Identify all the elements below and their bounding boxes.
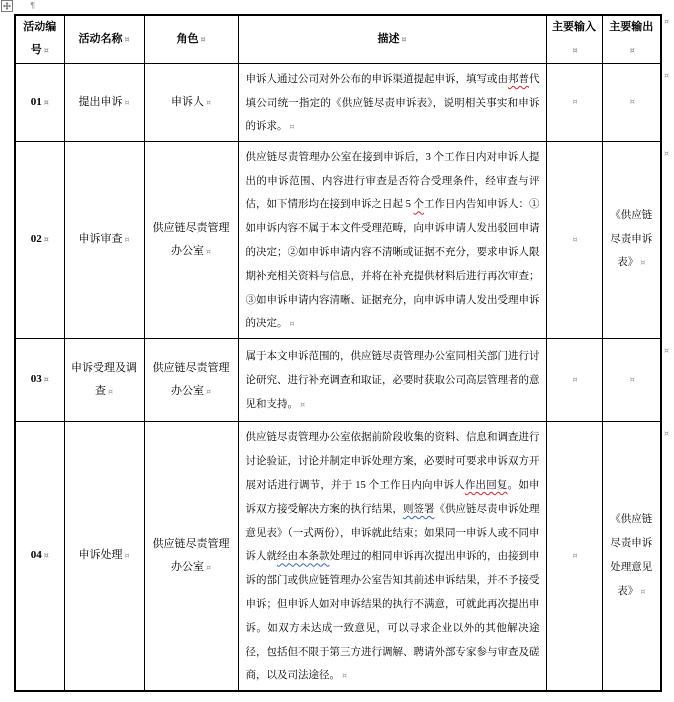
end-of-cell-mark: ¤ <box>43 551 49 561</box>
header-label: 活动编号 <box>23 21 57 57</box>
cell-main-input[interactable] <box>546 141 602 338</box>
end-of-cell-mark: ¤ <box>43 97 49 107</box>
cell-role[interactable] <box>144 63 238 141</box>
end-of-cell-mark: ¤ <box>401 34 407 44</box>
activity-name: 提出申诉 <box>78 95 123 108</box>
move-icon <box>3 2 11 10</box>
role-text: 供应链尽责管理办公室 <box>152 361 230 397</box>
role-text: 供应链尽责管理办公室 <box>152 221 230 257</box>
end-of-cell-mark: ¤ <box>200 34 206 44</box>
cell-main-input[interactable] <box>546 63 602 141</box>
activity-no: 04 <box>30 549 42 562</box>
table-move-handle[interactable] <box>1 0 13 12</box>
end-of-cell-mark: ¤ <box>629 46 635 56</box>
cell-activity-name[interactable] <box>64 421 144 691</box>
plain-text: 工作日内告知申诉人：①如申诉内容不属于本文件受理范畴，向申诉申请人发出驳回申请的决定；②如申诉申请内容不清晰或证据不充分，要求申诉人限期补充相关资料与信息，并将在补充提供材料后进行再次审查；③如申诉申请内容清晰、证据充分，向申诉申请人发出受理申诉的决定。 <box>245 199 540 330</box>
cell-role[interactable] <box>144 338 238 421</box>
end-of-cell-mark: ¤ <box>124 97 130 107</box>
cell-main-output[interactable] <box>602 63 661 141</box>
description-text <box>246 351 540 410</box>
end-of-cell-mark: ¤ <box>572 234 578 244</box>
plain-text: 属于本文申诉范围的，供应链尽责管理办公室同相关部门进行讨论研究、进行补充调查和取证，必要时获取公司高层管理者的意见和支持。 <box>245 351 540 410</box>
cell-description[interactable] <box>238 421 546 691</box>
squiggle-blue-text: 则签署 <box>403 503 435 515</box>
header-label: 活动名称 <box>78 32 123 45</box>
cell-activity-no[interactable] <box>15 63 64 141</box>
end-of-cell-mark: ¤ <box>124 235 130 244</box>
cell-main-output[interactable] <box>602 338 661 421</box>
plain-text: 《供应链尽责申诉处理意见表》（一式两份），申诉就此结束；如果同一申诉人或不同申诉人就 <box>245 503 540 563</box>
cell-role[interactable] <box>144 141 238 338</box>
col-header-role[interactable] <box>144 15 238 63</box>
description-text <box>246 432 540 681</box>
cell-activity-no[interactable] <box>15 141 64 338</box>
end-of-row-mark: ¤ <box>664 346 670 355</box>
plain-text: 。如申诉双方接受解决方案的执行结果， <box>245 479 540 515</box>
end-of-row-mark: ¤ <box>664 149 670 158</box>
end-of-cell-mark: ¤ <box>629 97 635 107</box>
end-of-cell-mark: ¤ <box>205 246 212 256</box>
end-of-cell-mark: ¤ <box>205 97 212 107</box>
plain-text: 代填公司统一指定的《供应链尽责申诉表》，说明相关事实和申诉的诉求。 <box>245 73 540 133</box>
end-of-cell-mark: ¤ <box>572 550 578 560</box>
activity-table <box>14 14 662 692</box>
end-of-row-mark: ¤ <box>664 71 670 80</box>
cell-description[interactable] <box>238 141 546 338</box>
plain-text: 供应链尽责管理办公室在接到申诉后，3 个工作日内对申诉人提出的申诉范围、内容进行审查是否符合受理条件，经审查与评估，如下情形均在接到申诉之日起 5 <box>245 151 540 211</box>
end-of-cell-mark: ¤ <box>205 562 212 572</box>
cell-activity-no[interactable] <box>15 421 64 691</box>
col-header-main-input[interactable] <box>546 15 602 63</box>
cell-main-output[interactable] <box>602 421 661 691</box>
end-of-cell-mark: ¤ <box>640 586 646 596</box>
output-text: 《供应链尽责申诉处理意见表》 <box>610 514 653 597</box>
end-of-cell-mark: ¤ <box>629 374 635 384</box>
plain-text: 申诉人通过公司对外公布的申诉渠道提起申诉，填写或由 <box>245 73 508 85</box>
end-of-cell-mark: ¤ <box>124 551 130 561</box>
cell-main-input[interactable] <box>546 338 602 421</box>
role-text: 供应链尽责管理办公室 <box>152 537 230 573</box>
end-of-cell-mark: ¤ <box>43 46 49 56</box>
col-header-description[interactable] <box>238 15 546 63</box>
col-header-activity-name[interactable] <box>64 15 144 63</box>
header-label: 主要输入 <box>552 21 596 34</box>
cell-description[interactable] <box>238 338 546 421</box>
activity-name: 申诉受理及调查 <box>71 361 137 397</box>
end-of-cell-mark: ¤ <box>300 399 306 409</box>
end-of-cell-mark: ¤ <box>640 258 646 268</box>
cell-activity-name[interactable] <box>64 141 144 338</box>
end-of-cell-mark: ¤ <box>43 235 49 244</box>
end-of-cell-mark: ¤ <box>205 386 212 396</box>
header-label: 主要输出 <box>609 21 654 34</box>
cell-activity-no[interactable] <box>15 338 64 421</box>
header-label: 角色 <box>176 32 199 45</box>
plain-text: 处理过的相同申诉再次提出申诉的，由接到申诉的部门或供应链管理办公室告知其前述申诉结果，并不予接受申诉；但申诉人如对申诉结果的执行不满意，可就此再次提出申诉。如双方未达成一致意见，可以寻求企业以外的其他解决途径，包括但不限于第三方进行调解、聘请外部专家参与审查及磋商，以及司法途径。 <box>245 551 540 682</box>
squiggle-blue-text: 经由本条款 <box>277 551 330 563</box>
activity-name: 申诉审查 <box>78 233 123 245</box>
cell-description[interactable] <box>238 63 546 141</box>
table-row-04 <box>15 421 661 691</box>
col-header-activity-no[interactable] <box>15 15 64 63</box>
end-of-cell-mark: ¤ <box>572 97 578 107</box>
end-of-row-mark: ¤ <box>664 17 670 26</box>
end-of-cell-mark: ¤ <box>572 46 578 56</box>
activity-name: 申诉处理 <box>78 549 123 562</box>
end-of-cell-mark: ¤ <box>289 122 295 132</box>
end-of-cell-mark: ¤ <box>289 319 295 329</box>
header-label: 描述 <box>377 32 400 45</box>
table-row-02 <box>15 141 661 338</box>
end-of-cell-mark: ¤ <box>572 374 578 384</box>
role-text: 申诉人 <box>170 95 204 108</box>
end-of-cell-mark: ¤ <box>43 375 49 384</box>
end-of-row-mark: ¤ <box>664 429 670 438</box>
end-of-cell-mark: ¤ <box>124 34 130 44</box>
cell-main-output[interactable] <box>602 141 661 338</box>
squiggle-red-text: 作出回复 <box>464 479 508 491</box>
squiggle-red-text: 个 <box>413 199 424 211</box>
end-of-cell-mark: ¤ <box>342 671 348 681</box>
output-text: 《供应链尽责申诉表》 <box>610 209 653 269</box>
squiggle-red-text: 邦普 <box>508 73 529 85</box>
description-text <box>246 152 540 330</box>
cell-main-input[interactable] <box>546 421 602 691</box>
end-of-cell-mark: ¤ <box>107 386 114 396</box>
paragraph-mark: ¶ <box>30 1 36 10</box>
col-header-main-output[interactable] <box>602 15 661 63</box>
activity-no: 03 <box>30 373 42 385</box>
plain-text: 供应链尽责管理办公室依据前阶段收集的资料、信息和调查进行讨论验证，讨论并制定申诉处理方案，必要时可要求申诉双方开展对话进行调节，并于 15 个工作日内向申诉人 <box>245 432 540 491</box>
table-row-03 <box>15 338 661 421</box>
cell-role[interactable] <box>144 421 238 691</box>
cell-activity-name[interactable] <box>64 63 144 141</box>
activity-no: 02 <box>30 233 42 245</box>
cell-activity-name[interactable] <box>64 338 144 421</box>
header-row <box>15 15 661 63</box>
table-row-01 <box>15 63 661 141</box>
activity-no: 01 <box>30 95 42 108</box>
